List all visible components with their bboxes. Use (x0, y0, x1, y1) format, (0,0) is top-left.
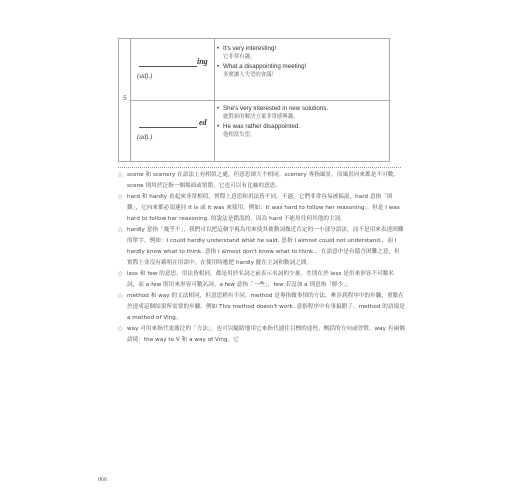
suffix-label: ing (197, 57, 208, 66)
table-number-column (119, 39, 131, 161)
part-of-speech: (adj.) (137, 72, 153, 80)
note-text: method 和 way 的文法相同，但意思稍有不同。method 是專指做事情的方法，牽涉到程序中的步驟，重點在於達成這個結果所需要的步驟。例如 This method doesn't work. 意指程序中有事搞錯了。method 的語境是 a method of Ving。 (127, 293, 405, 321)
bullet-icon: • (217, 63, 220, 70)
note-item (117, 225, 405, 269)
star-icon: ☆ (117, 171, 124, 179)
example-sentence: • What a disappointing meeting! (217, 63, 307, 70)
note-item (117, 269, 405, 291)
example-sentence: • It's very interesting! (217, 45, 277, 52)
example-translation: 他相當失望。 (223, 132, 256, 138)
note-text: hardly 意指「幾乎不」，我們可以把這個字視為用來使其後動詞幾近否定的一小部分語法，而不是用來表達困難的單字。例如：I could hardly understand what he said. 意指 I almost could not understand.，而 I hardly know what to think. 意指 I almost don't know what to think.。在語意中是有隱含困難之意，但實際上並沒有載明在用語中。在使用時應把 hardly 擺在主詞和動詞之間。 (127, 227, 404, 266)
note-item (117, 192, 405, 225)
example-sentence: • She's very interested in new solutions. (217, 105, 329, 112)
star-icon: ☆ (117, 270, 124, 278)
row-number: 5 (123, 95, 127, 102)
section-divider (118, 167, 401, 168)
example-translation: 她對新的解決方案非常感興趣。 (223, 114, 299, 120)
bullet-icon: • (217, 45, 220, 52)
star-icon: ☆ (117, 226, 124, 234)
blank-line (139, 57, 197, 67)
note-text: way 可用來指代更廣泛的「方法」，也可以隨睛地用它來指代通往目標的途徑、概括的方向或習慣。way 有兩個語境：the way to V 和 a way of Ving。它 (127, 326, 405, 343)
suffix-label: ed (199, 118, 207, 127)
star-icon: ☆ (117, 193, 124, 201)
example-list (217, 45, 387, 79)
example-sentence: • He was rather disappointed. (217, 123, 301, 130)
note-item (117, 170, 405, 192)
note-item (117, 291, 405, 324)
bullet-icon: • (217, 105, 220, 112)
example-translation: 多麼讓人失望的會議！ (223, 72, 277, 78)
star-icon: ☆ (117, 325, 124, 333)
page-number: 066 (98, 477, 107, 483)
note-text: less 和 few 的意思、用法皆相同，都是用於名詞之前表示名詞的少量。差別在於 less 是用來形容不可數名詞，而 a few 則用來形容可數名詞。a few 意指「一些」，few 若沒加 a 則意指「鮮少」。 (127, 271, 395, 288)
note-text: scene 和 scenery 在語法上有相似之處，但意思卻大不相同。scenery 專指風景，而風景向來都是不可數。scene 則用於泛指一個場面或情節，它也可以有比喻的意思。 (127, 172, 399, 189)
example-list (217, 105, 387, 139)
note-text: hard 和 hardly 看起來非常相似，實際上意思和用法皆不同。不過，它們非常容易被搞混。hard 意指「困難」，它向來都必須連同 it is 或 it was 來使用。例如：It was hard to follow her reasoning.。但是 I was hard to follow her reasoning. 的說法是錯誤的，因為 hard 不能用往何其他的主詞。 (127, 194, 400, 222)
example-translation: 它非常有趣。 (223, 54, 256, 60)
blank-line (139, 118, 197, 128)
bullet-icon: • (217, 123, 220, 130)
note-item (117, 324, 405, 346)
star-icon: ☆ (117, 292, 124, 300)
row-divider (131, 100, 389, 101)
suffix-table (118, 38, 390, 162)
usage-notes (117, 170, 405, 346)
part-of-speech: (adj.) (137, 133, 153, 141)
